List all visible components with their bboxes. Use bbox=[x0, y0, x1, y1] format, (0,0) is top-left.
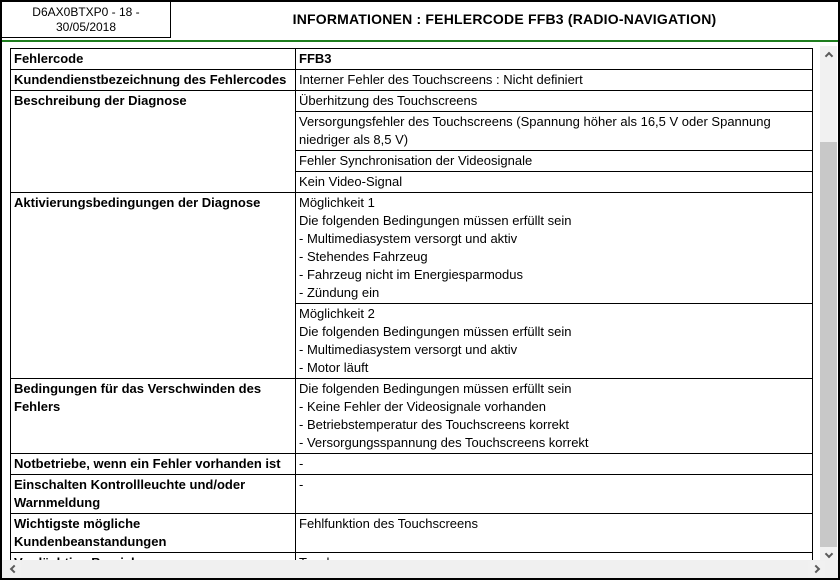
row-label: Kundendienstbezeichnung des Fehlercodes bbox=[11, 70, 296, 91]
header-divider bbox=[2, 40, 838, 42]
value-line: - Multimediasystem versorgt und aktiv bbox=[299, 342, 518, 357]
row-value bbox=[296, 304, 813, 379]
value-line: - Zündung ein bbox=[299, 285, 380, 300]
row-value bbox=[296, 70, 813, 91]
scroll-right-button[interactable] bbox=[808, 561, 825, 577]
value-line: - Stehendes Fahrzeug bbox=[299, 249, 428, 264]
row-value bbox=[296, 112, 813, 151]
table-row bbox=[11, 193, 813, 304]
page-title: INFORMATIONEN : FEHLERCODE FFB3 (RADIO-NAVIGATION) bbox=[292, 11, 717, 27]
value-line: - Fahrzeug nicht im Energiesparmodus bbox=[299, 267, 523, 282]
value-line: Kein Video-Signal bbox=[299, 174, 403, 189]
table-row bbox=[11, 454, 813, 475]
vertical-scrollbar-thumb[interactable] bbox=[820, 142, 837, 547]
chevron-up-icon bbox=[824, 51, 832, 59]
horizontal-scrollbar[interactable] bbox=[2, 560, 838, 578]
row-label: Einschalten Kontrollleuchte und/oder Warnmeldung bbox=[11, 475, 296, 514]
row-label: Bedingungen für das Verschwinden des Fehlers bbox=[11, 379, 296, 454]
value-line: Überhitzung des Touchscreens bbox=[299, 93, 478, 108]
row-label: Wichtigste mögliche Kundenbeanstandungen bbox=[11, 514, 296, 553]
row-value bbox=[296, 454, 813, 475]
value-line: - bbox=[299, 477, 304, 492]
value-line: - Betriebstemperatur des Touchscreens korrekt bbox=[299, 417, 569, 432]
fault-table-container bbox=[10, 48, 813, 574]
chevron-right-icon bbox=[811, 565, 819, 573]
value-line: Möglichkeit 1 bbox=[299, 195, 375, 210]
row-value bbox=[296, 49, 813, 70]
fault-table bbox=[10, 48, 813, 574]
value-line: Die folgenden Bedingungen müssen erfüllt sein bbox=[299, 213, 572, 228]
value-line: - Motor läuft bbox=[299, 360, 369, 375]
header bbox=[2, 2, 838, 40]
value-line: Die folgenden Bedingungen müssen erfüllt sein bbox=[299, 381, 572, 396]
value-line: Die folgenden Bedingungen müssen erfüllt sein bbox=[299, 324, 572, 339]
row-value bbox=[296, 379, 813, 454]
table-row bbox=[11, 91, 813, 112]
row-value bbox=[296, 151, 813, 172]
table-row bbox=[11, 475, 813, 514]
row-label: Fehlercode bbox=[11, 49, 296, 70]
value-line: - Versorgungsspannung des Touchscreens korrekt bbox=[299, 435, 589, 450]
row-label: Beschreibung der Diagnose bbox=[11, 91, 296, 193]
value-line: FFB3 bbox=[299, 51, 332, 66]
chevron-left-icon bbox=[9, 565, 17, 573]
row-value bbox=[296, 193, 813, 304]
table-row bbox=[11, 379, 813, 454]
row-value bbox=[296, 475, 813, 514]
chevron-down-icon bbox=[824, 550, 832, 558]
value-line: Möglichkeit 2 bbox=[299, 306, 375, 321]
value-line: Fehlfunktion des Touchscreens bbox=[299, 516, 478, 531]
value-line: Fehler Synchronisation der Videosignale bbox=[299, 153, 533, 168]
row-label: Notbetriebe, wenn ein Fehler vorhanden ist bbox=[11, 454, 296, 475]
value-line: Interner Fehler des Touchscreens : Nicht definiert bbox=[299, 72, 583, 87]
table-row bbox=[11, 49, 813, 70]
scroll-up-button[interactable] bbox=[820, 46, 837, 62]
row-value bbox=[296, 514, 813, 553]
value-line: - bbox=[299, 456, 304, 471]
document-reference-line2: 30/05/2018 bbox=[55, 19, 117, 34]
document-reference-box bbox=[2, 2, 171, 38]
row-value bbox=[296, 172, 813, 193]
table-row bbox=[11, 70, 813, 91]
row-label: Aktivierungsbedingungen der Diagnose bbox=[11, 193, 296, 379]
value-line: - Keine Fehler der Videosignale vorhanden bbox=[299, 399, 546, 414]
row-value bbox=[296, 91, 813, 112]
table-row bbox=[11, 514, 813, 553]
document-reference-line1: D6AX0BTXP0 - 18 - bbox=[32, 4, 140, 19]
vertical-scrollbar[interactable] bbox=[820, 46, 837, 563]
scroll-left-button[interactable] bbox=[4, 561, 21, 577]
value-line: - Multimediasystem versorgt und aktiv bbox=[299, 231, 518, 246]
value-line: Versorgungsfehler des Touchscreens (Spannung höher als 16,5 V oder Spannung niedriger als 8,5 V) bbox=[299, 114, 771, 147]
